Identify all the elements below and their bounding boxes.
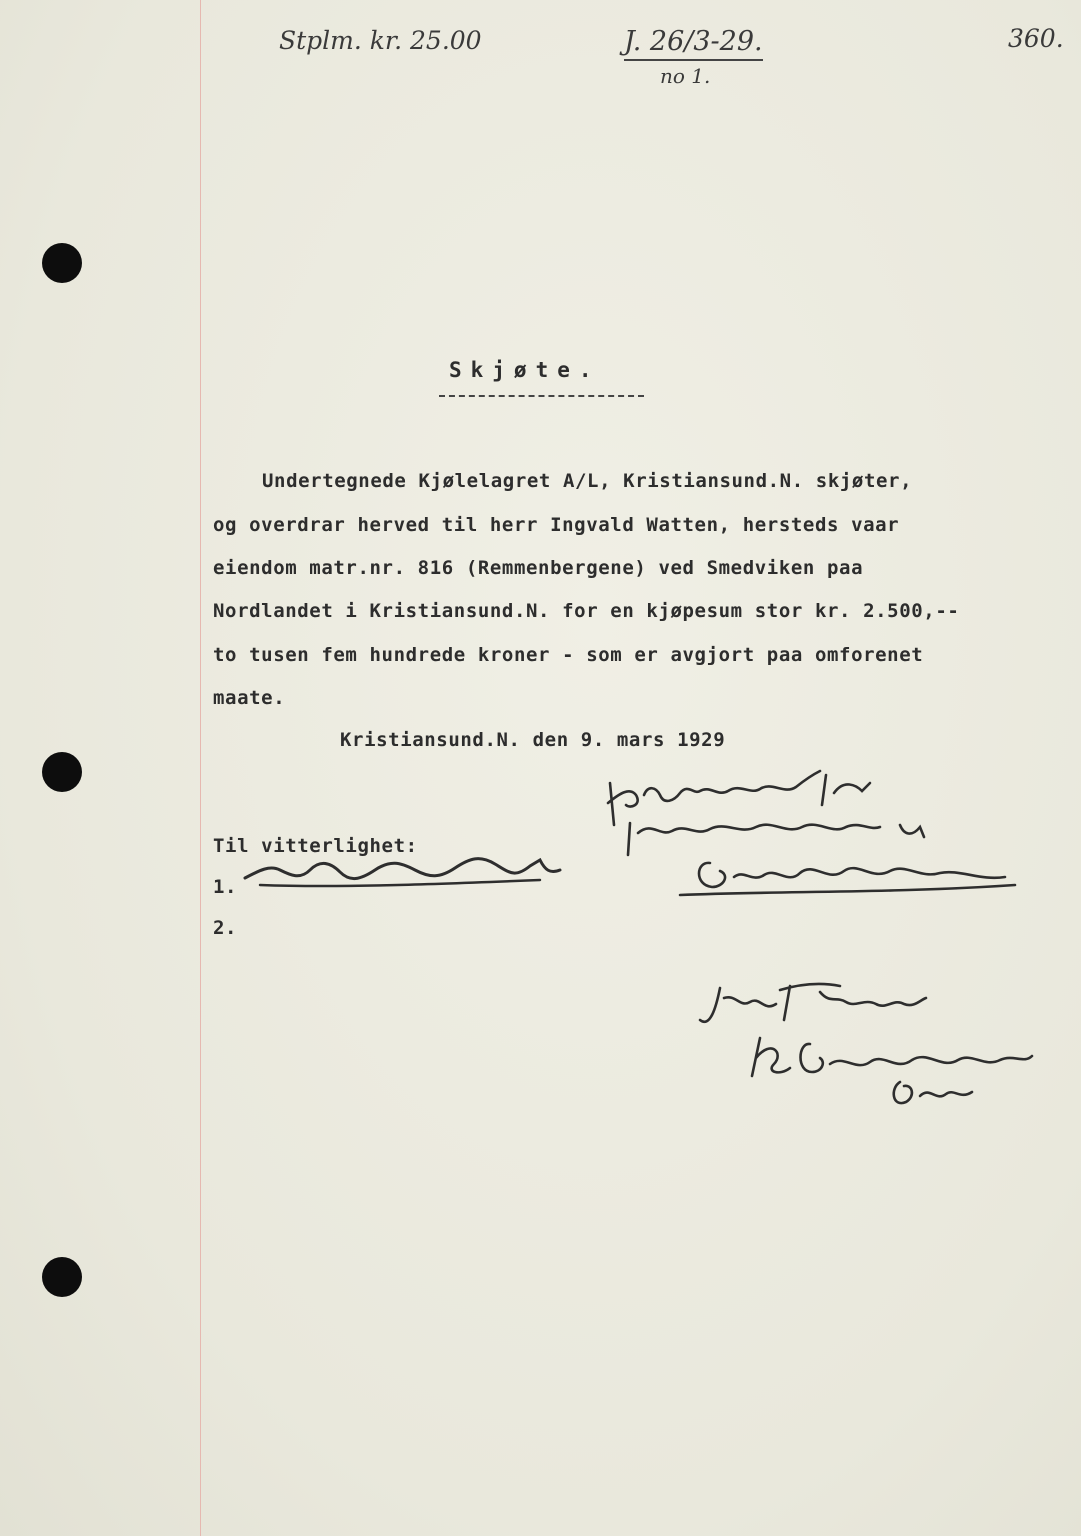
body-line: Undertegnede Kjølelagret A/L, Kristiansund.N. skjøter, [262,470,913,492]
witness-label: Til vitterlighet: [213,835,418,857]
margin-line [200,0,201,1536]
witness-1-signature [240,840,570,900]
journal-reference: J. 26/3-29. [624,26,763,61]
punch-hole-bottom [42,1257,82,1297]
punch-hole-middle [42,752,82,792]
stamp-note: Stplm. kr. 25.00 [279,26,482,55]
body-line: Nordlandet i Kristiansund.N. for en kjøpesum stor kr. 2.500,-- [213,600,960,622]
body-line: eiendom matr.nr. 816 (Remmenbergene) ved Smedviken paa [213,557,864,579]
page-number: 360. [1008,24,1064,53]
body-line: to tusen fem hundrede kroner - som er avgjort paa omforenet [213,644,924,666]
witness-2-number: 2. [213,917,238,939]
company-signature [600,765,1030,905]
body-line: og overdrar herved til herr Ingvald Watten, hersteds vaar [213,514,900,536]
body-line: maate. [213,687,286,709]
board-signatures [680,968,1060,1123]
journal-number: no 1. [660,64,711,88]
witness-1-number: 1. [213,876,238,898]
place-and-date: Kristiansund.N. den 9. mars 1929 [340,729,726,751]
punch-hole-top [42,243,82,283]
document-title: Skjøte. [449,358,601,382]
title-underline [439,395,644,397]
